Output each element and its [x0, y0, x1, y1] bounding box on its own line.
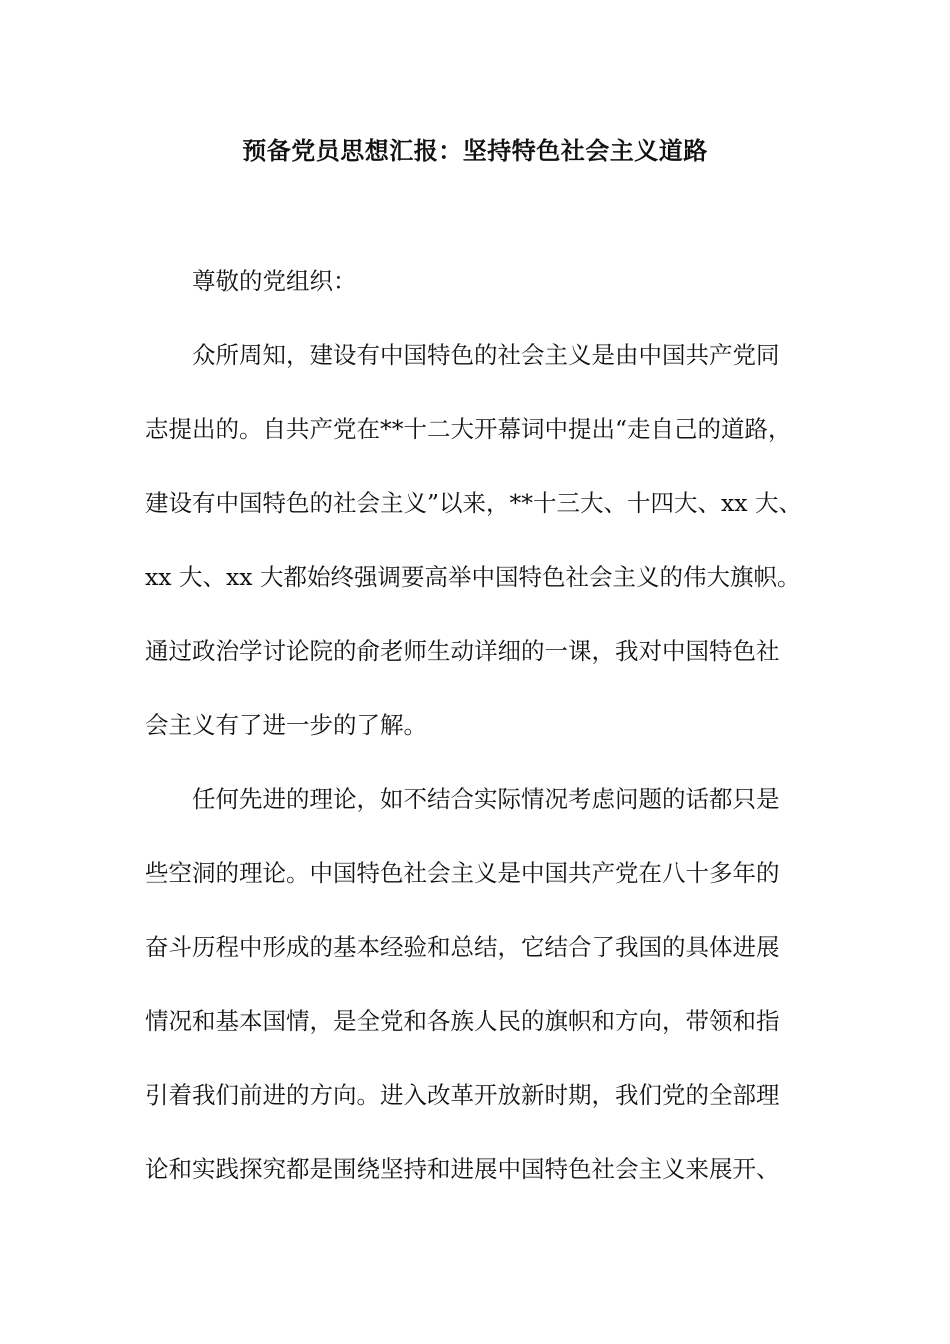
- paragraph-2-line-3: 奋斗历程中形成的基本经验和总结，它结合了我国的具体进展: [145, 933, 780, 961]
- paragraph-2-line-6: 论和实践探究都是围绕坚持和进展中国特色社会主义来展开、: [145, 1155, 780, 1183]
- paragraph-2-line-5: 引着我们前进的方向。进入改革开放新时期，我们党的全部理: [145, 1081, 780, 1109]
- paragraph-1-line-1: 众所周知，建设有中国特色的社会主义是由中国共产党同: [192, 341, 780, 369]
- paragraph-1-line-3: 建设有中国特色的社会主义”以来，**十三大、十四大、xx 大、: [145, 489, 802, 517]
- paragraph-2-line-1: 任何先进的理论，如不结合实际情况考虑问题的话都只是: [192, 785, 780, 813]
- salutation: 尊敬的党组织：: [192, 267, 357, 295]
- paragraph-1-line-5: 通过政治学讨论院的俞老师生动详细的一课，我对中国特色社: [145, 637, 780, 665]
- paragraph-1-line-6: 会主义有了进一步的了解。: [145, 711, 427, 739]
- paragraph-2-line-2: 些空洞的理论。中国特色社会主义是中国共产党在八十多年的: [145, 859, 780, 887]
- paragraph-2-line-4: 情况和基本国情，是全党和各族人民的旗帜和方向，带领和指: [145, 1007, 780, 1035]
- paragraph-1-line-2: 志提出的。自共产党在**十二大开幕词中提出“走自己的道路，: [145, 415, 792, 443]
- document-title: 预备党员思想汇报：坚持特色社会主义道路: [242, 136, 708, 165]
- document-body: [145, 244, 825, 1206]
- paragraph-1-line-4: xx 大、xx 大都始终强调要高举中国特色社会主义的伟大旗帜。: [145, 563, 801, 591]
